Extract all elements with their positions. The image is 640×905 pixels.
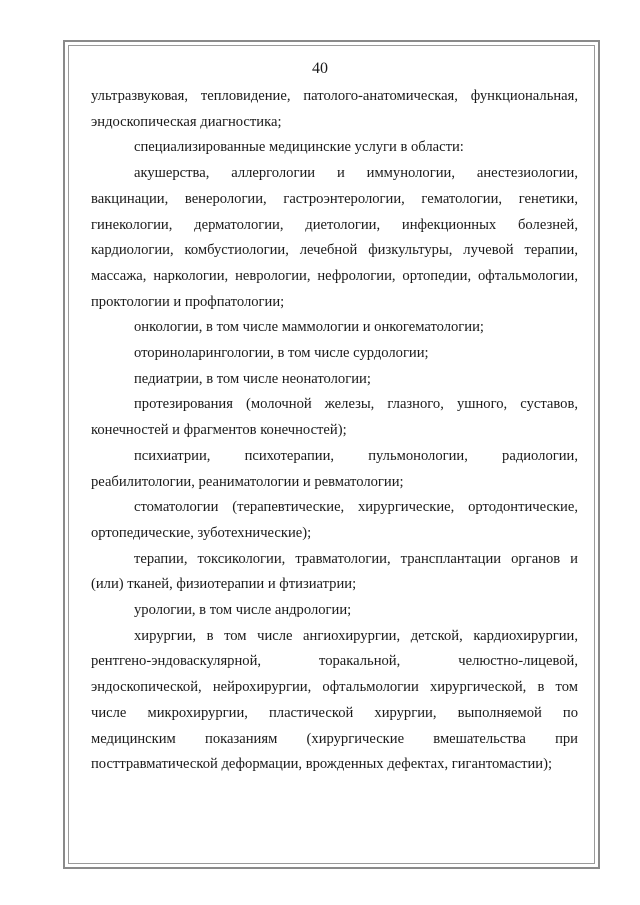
paragraph-prosthetics: протезирования (молочной железы, глазного, ушного, суставов, конечностей и фрагментов конечностей);	[91, 396, 578, 439]
paragraph-specialized-services: специализированные медицинские услуги в области:	[134, 139, 464, 156]
page-number: 40	[312, 60, 328, 77]
paragraph-dentistry: стоматологии (терапевтические, хирургические, ортодонтические, ортопедические, зуботехнические);	[91, 499, 578, 541]
paragraph-psychiatry: психиатрии, психотерапии, пульмонологии, радиологии, реабилитологии, реаниматологии и ревматологии;	[91, 447, 578, 490]
document-body	[91, 84, 578, 778]
paragraph-therapy: терапии, токсикологии, травматологии, трансплантации органов и (или) тканей, физиотерапии и фтизиатрии;	[91, 550, 578, 593]
paragraph-surgery: хирургии, в том числе ангиохирургии, детской, кардиохирургии, рентгено-эндоваскулярной, торакальной, челюстно-лицевой, эндоскопической, нейрохирургии, офтальмологии хирургической, в том числе микрохирургии, пластической хирургии, выполняемой по медицинским показаниям (хирургические вмешательства при посттравматической деформации, врожденных дефектах, гигантомастии);	[91, 627, 578, 773]
paragraph-diagnostics-continuation: ультразвуковая, тепловидение, патолого-анатомическая, функциональная, эндоскопическая диагностика;	[91, 88, 578, 130]
paragraph-obstetrics-list: акушерства, аллергологии и иммунологии, анестезиологии, вакцинации, венерологии, гастроэнтерологии, гематологии, генетики, гинекологии, дерматологии, диетологии, инфекционных болезней, кардиологии, комбустиологии, лечебной физкультуры, лучевой терапии, массажа, наркологии, неврологии, нефрологии, ортопедии, офтальмологии, проктологии и профпатологии;	[91, 165, 578, 310]
paragraph-oncology: онкологии, в том числе маммологии и онкогематологии;	[134, 319, 484, 336]
paragraph-urology: урологии, в том числе андрологии;	[134, 602, 352, 619]
paragraph-pediatrics: педиатрии, в том числе неонатологии;	[134, 370, 371, 387]
paragraph-otorhinolaryngology: оториноларингологии, в том числе сурдологии;	[134, 345, 429, 362]
